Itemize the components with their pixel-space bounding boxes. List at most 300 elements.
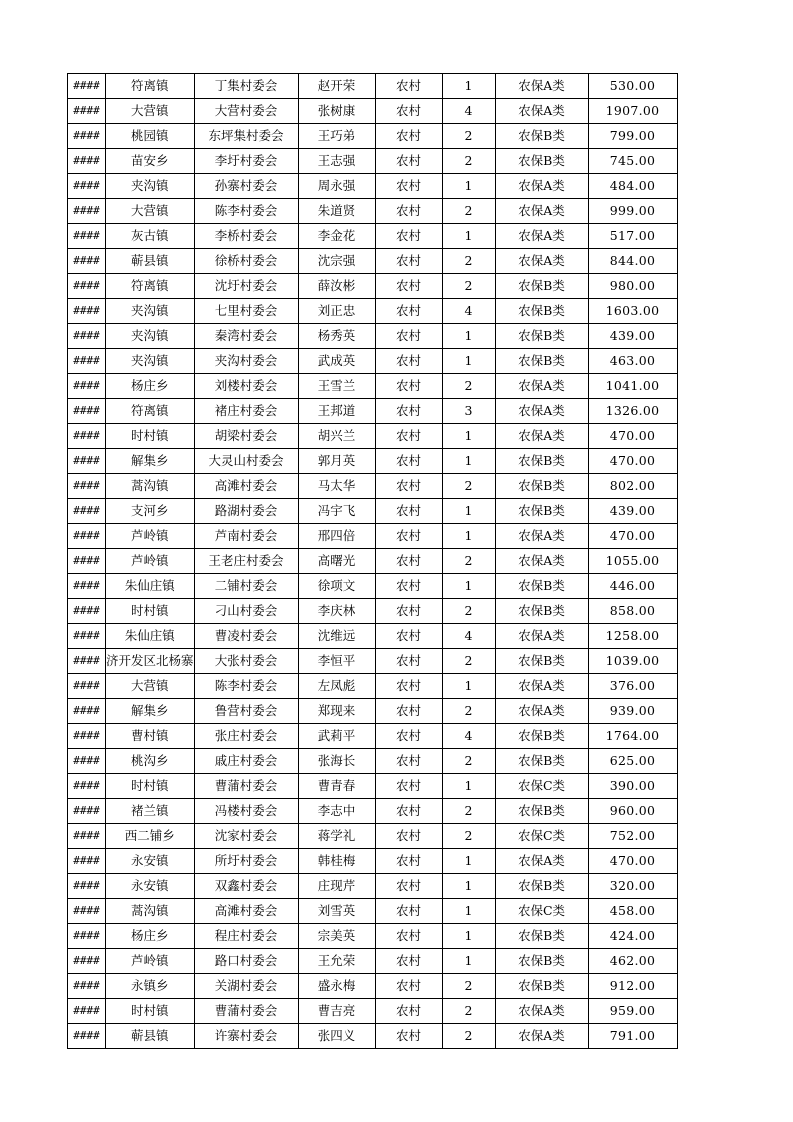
table-row: [68, 299, 678, 324]
household-type-cell: 农村: [375, 199, 442, 224]
household-type-cell: 农村: [375, 974, 442, 999]
town-cell: 时村镇: [106, 774, 195, 799]
record-id-cell: ####: [68, 549, 106, 574]
people-count-cell: 1: [442, 774, 495, 799]
people-count-cell: 2: [442, 699, 495, 724]
person-name-cell: 庄现芹: [298, 874, 375, 899]
household-type-cell: 农村: [375, 999, 442, 1024]
people-count-cell: 2: [442, 974, 495, 999]
household-type-cell: 农村: [375, 374, 442, 399]
record-id-cell: ####: [68, 274, 106, 299]
record-id-cell: ####: [68, 999, 106, 1024]
people-count-cell: 1: [442, 849, 495, 874]
household-type-cell: 农村: [375, 549, 442, 574]
insurance-category-cell: 农保B类: [495, 874, 588, 899]
person-name-cell: 沈宗强: [298, 249, 375, 274]
household-type-cell: 农村: [375, 274, 442, 299]
insurance-category-cell: 农保A类: [495, 524, 588, 549]
insurance-category-cell: 农保A类: [495, 674, 588, 699]
village-committee-cell: 孙寨村委会: [194, 174, 298, 199]
insurance-category-cell: 农保B类: [495, 949, 588, 974]
village-committee-cell: 褚庄村委会: [194, 399, 298, 424]
record-id-cell: ####: [68, 874, 106, 899]
people-count-cell: 2: [442, 999, 495, 1024]
record-id-cell: ####: [68, 374, 106, 399]
record-id-cell: ####: [68, 724, 106, 749]
table-row: [68, 624, 678, 649]
household-type-cell: 农村: [375, 249, 442, 274]
people-count-cell: 1: [442, 899, 495, 924]
insurance-category-cell: 农保C类: [495, 899, 588, 924]
table-row: [68, 349, 678, 374]
record-id-cell: ####: [68, 674, 106, 699]
household-type-cell: 农村: [375, 774, 442, 799]
town-cell: 芦岭镇: [106, 549, 195, 574]
household-type-cell: 农村: [375, 349, 442, 374]
village-committee-cell: 张庄村委会: [194, 724, 298, 749]
insurance-category-cell: 农保B类: [495, 474, 588, 499]
person-name-cell: 邢四倍: [298, 524, 375, 549]
table-body: [68, 74, 678, 1049]
record-id-cell: ####: [68, 974, 106, 999]
table-row: [68, 499, 678, 524]
village-committee-cell: 秦湾村委会: [194, 324, 298, 349]
record-id-cell: ####: [68, 349, 106, 374]
village-committee-cell: 高滩村委会: [194, 474, 298, 499]
people-count-cell: 2: [442, 599, 495, 624]
insurance-category-cell: 农保A类: [495, 624, 588, 649]
village-committee-cell: 夹沟村委会: [194, 349, 298, 374]
record-id-cell: ####: [68, 824, 106, 849]
record-id-cell: ####: [68, 799, 106, 824]
people-count-cell: 2: [442, 474, 495, 499]
person-name-cell: 高曙光: [298, 549, 375, 574]
relief-roster-table: [67, 73, 678, 1049]
record-id-cell: ####: [68, 299, 106, 324]
people-count-cell: 1: [442, 349, 495, 374]
table-row: [68, 474, 678, 499]
table-row: [68, 149, 678, 174]
household-type-cell: 农村: [375, 874, 442, 899]
person-name-cell: 杨秀英: [298, 324, 375, 349]
amount-cell: 1603.00: [588, 299, 677, 324]
town-cell: 蕲县镇: [106, 1024, 195, 1049]
household-type-cell: 农村: [375, 224, 442, 249]
person-name-cell: 张树康: [298, 99, 375, 124]
insurance-category-cell: 农保A类: [495, 74, 588, 99]
record-id-cell: ####: [68, 499, 106, 524]
insurance-category-cell: 农保B类: [495, 924, 588, 949]
record-id-cell: ####: [68, 224, 106, 249]
household-type-cell: 农村: [375, 474, 442, 499]
village-committee-cell: 高滩村委会: [194, 899, 298, 924]
table-row: [68, 649, 678, 674]
insurance-category-cell: 农保B类: [495, 574, 588, 599]
people-count-cell: 1: [442, 674, 495, 699]
town-cell: 褚兰镇: [106, 799, 195, 824]
town-cell: 蒿沟镇: [106, 474, 195, 499]
table-row: [68, 224, 678, 249]
people-count-cell: 1: [442, 224, 495, 249]
person-name-cell: 韩桂梅: [298, 849, 375, 874]
people-count-cell: 1: [442, 174, 495, 199]
person-name-cell: 刘雪英: [298, 899, 375, 924]
person-name-cell: 薛汝彬: [298, 274, 375, 299]
table-row: [68, 424, 678, 449]
amount-cell: 470.00: [588, 524, 677, 549]
person-name-cell: 左凤彪: [298, 674, 375, 699]
table-row: [68, 799, 678, 824]
table-row: [68, 674, 678, 699]
amount-cell: 791.00: [588, 1024, 677, 1049]
record-id-cell: ####: [68, 649, 106, 674]
amount-cell: 446.00: [588, 574, 677, 599]
household-type-cell: 农村: [375, 574, 442, 599]
table-row: [68, 899, 678, 924]
amount-cell: 999.00: [588, 199, 677, 224]
village-committee-cell: 所圩村委会: [194, 849, 298, 874]
village-committee-cell: 曹蒲村委会: [194, 774, 298, 799]
town-cell: 西二铺乡: [106, 824, 195, 849]
table-row: [68, 699, 678, 724]
household-type-cell: 农村: [375, 299, 442, 324]
town-cell: 朱仙庄镇: [106, 574, 195, 599]
insurance-category-cell: 农保B类: [495, 149, 588, 174]
insurance-category-cell: 农保B类: [495, 799, 588, 824]
table-row: [68, 949, 678, 974]
town-cell: 夹沟镇: [106, 349, 195, 374]
people-count-cell: 1: [442, 74, 495, 99]
person-name-cell: 武成英: [298, 349, 375, 374]
people-count-cell: 2: [442, 824, 495, 849]
household-type-cell: 农村: [375, 424, 442, 449]
insurance-category-cell: 农保C类: [495, 774, 588, 799]
village-committee-cell: 东坪集村委会: [194, 124, 298, 149]
record-id-cell: ####: [68, 99, 106, 124]
record-id-cell: ####: [68, 124, 106, 149]
person-name-cell: 冯宇飞: [298, 499, 375, 524]
record-id-cell: ####: [68, 199, 106, 224]
town-cell: 桃园镇: [106, 124, 195, 149]
town-cell: 符离镇: [106, 399, 195, 424]
village-committee-cell: 许寨村委会: [194, 1024, 298, 1049]
village-committee-cell: 路口村委会: [194, 949, 298, 974]
insurance-category-cell: 农保B类: [495, 599, 588, 624]
person-name-cell: 王邦道: [298, 399, 375, 424]
household-type-cell: 农村: [375, 324, 442, 349]
person-name-cell: 蒋学礼: [298, 824, 375, 849]
people-count-cell: 2: [442, 799, 495, 824]
household-type-cell: 农村: [375, 149, 442, 174]
insurance-category-cell: 农保B类: [495, 324, 588, 349]
table-row: [68, 274, 678, 299]
people-count-cell: 2: [442, 374, 495, 399]
insurance-category-cell: 农保A类: [495, 399, 588, 424]
amount-cell: 912.00: [588, 974, 677, 999]
people-count-cell: 4: [442, 299, 495, 324]
town-cell: 时村镇: [106, 999, 195, 1024]
amount-cell: 858.00: [588, 599, 677, 624]
people-count-cell: 2: [442, 124, 495, 149]
amount-cell: 462.00: [588, 949, 677, 974]
record-id-cell: ####: [68, 624, 106, 649]
insurance-category-cell: 农保A类: [495, 174, 588, 199]
amount-cell: 376.00: [588, 674, 677, 699]
household-type-cell: 农村: [375, 699, 442, 724]
record-id-cell: ####: [68, 749, 106, 774]
table-row: [68, 974, 678, 999]
household-type-cell: 农村: [375, 624, 442, 649]
record-id-cell: ####: [68, 924, 106, 949]
record-id-cell: ####: [68, 574, 106, 599]
amount-cell: 799.00: [588, 124, 677, 149]
record-id-cell: ####: [68, 249, 106, 274]
insurance-category-cell: 农保B类: [495, 299, 588, 324]
amount-cell: 470.00: [588, 849, 677, 874]
amount-cell: 1055.00: [588, 549, 677, 574]
insurance-category-cell: 农保B类: [495, 124, 588, 149]
village-committee-cell: 大营村委会: [194, 99, 298, 124]
people-count-cell: 1: [442, 874, 495, 899]
town-cell: 桃沟乡: [106, 749, 195, 774]
record-id-cell: ####: [68, 399, 106, 424]
person-name-cell: 王雪兰: [298, 374, 375, 399]
town-cell: 解集乡: [106, 699, 195, 724]
table-row: [68, 74, 678, 99]
insurance-category-cell: 农保B类: [495, 274, 588, 299]
record-id-cell: ####: [68, 424, 106, 449]
person-name-cell: 盛永梅: [298, 974, 375, 999]
person-name-cell: 朱道贤: [298, 199, 375, 224]
town-cell: 蒿沟镇: [106, 899, 195, 924]
town-cell: 芦岭镇: [106, 524, 195, 549]
person-name-cell: 张四义: [298, 1024, 375, 1049]
town-cell: 符离镇: [106, 274, 195, 299]
record-id-cell: ####: [68, 149, 106, 174]
town-cell: 夹沟镇: [106, 174, 195, 199]
people-count-cell: 2: [442, 549, 495, 574]
person-name-cell: 赵开荣: [298, 74, 375, 99]
town-cell: 济开发区北杨寨: [106, 649, 195, 674]
village-committee-cell: 沈家村委会: [194, 824, 298, 849]
people-count-cell: 2: [442, 274, 495, 299]
household-type-cell: 农村: [375, 899, 442, 924]
amount-cell: 1041.00: [588, 374, 677, 399]
table-row: [68, 1024, 678, 1049]
village-committee-cell: 王老庄村委会: [194, 549, 298, 574]
table-row: [68, 199, 678, 224]
town-cell: 夹沟镇: [106, 299, 195, 324]
insurance-category-cell: 农保A类: [495, 849, 588, 874]
people-count-cell: 2: [442, 749, 495, 774]
record-id-cell: ####: [68, 699, 106, 724]
village-committee-cell: 戚庄村委会: [194, 749, 298, 774]
town-cell: 大营镇: [106, 99, 195, 124]
table-row: [68, 999, 678, 1024]
town-cell: 朱仙庄镇: [106, 624, 195, 649]
person-name-cell: 宗美英: [298, 924, 375, 949]
village-committee-cell: 芦南村委会: [194, 524, 298, 549]
people-count-cell: 1: [442, 574, 495, 599]
people-count-cell: 4: [442, 724, 495, 749]
record-id-cell: ####: [68, 174, 106, 199]
village-committee-cell: 刘楼村委会: [194, 374, 298, 399]
village-committee-cell: 胡梁村委会: [194, 424, 298, 449]
village-committee-cell: 李桥村委会: [194, 224, 298, 249]
person-name-cell: 沈维远: [298, 624, 375, 649]
village-committee-cell: 鲁营村委会: [194, 699, 298, 724]
household-type-cell: 农村: [375, 399, 442, 424]
town-cell: 时村镇: [106, 424, 195, 449]
table-row: [68, 449, 678, 474]
person-name-cell: 马太华: [298, 474, 375, 499]
person-name-cell: 曹青春: [298, 774, 375, 799]
table-row: [68, 599, 678, 624]
people-count-cell: 2: [442, 149, 495, 174]
village-committee-cell: 李圩村委会: [194, 149, 298, 174]
town-cell: 杨庄乡: [106, 374, 195, 399]
insurance-category-cell: 农保A类: [495, 424, 588, 449]
household-type-cell: 农村: [375, 174, 442, 199]
table-row: [68, 99, 678, 124]
household-type-cell: 农村: [375, 799, 442, 824]
village-committee-cell: 陈李村委会: [194, 674, 298, 699]
town-cell: 永镇乡: [106, 974, 195, 999]
people-count-cell: 2: [442, 249, 495, 274]
insurance-category-cell: 农保A类: [495, 1024, 588, 1049]
household-type-cell: 农村: [375, 749, 442, 774]
household-type-cell: 农村: [375, 499, 442, 524]
insurance-category-cell: 农保A类: [495, 549, 588, 574]
person-name-cell: 李庆林: [298, 599, 375, 624]
insurance-category-cell: 农保A类: [495, 249, 588, 274]
record-id-cell: ####: [68, 949, 106, 974]
town-cell: 蕲县镇: [106, 249, 195, 274]
town-cell: 杨庄乡: [106, 924, 195, 949]
table-row: [68, 399, 678, 424]
insurance-category-cell: 农保B类: [495, 649, 588, 674]
amount-cell: 802.00: [588, 474, 677, 499]
village-committee-cell: 双鑫村委会: [194, 874, 298, 899]
table-row: [68, 849, 678, 874]
record-id-cell: ####: [68, 899, 106, 924]
household-type-cell: 农村: [375, 824, 442, 849]
household-type-cell: 农村: [375, 124, 442, 149]
village-committee-cell: 刁山村委会: [194, 599, 298, 624]
village-committee-cell: 七里村委会: [194, 299, 298, 324]
people-count-cell: 1: [442, 524, 495, 549]
table-row: [68, 549, 678, 574]
table-row: [68, 749, 678, 774]
amount-cell: 530.00: [588, 74, 677, 99]
people-count-cell: 2: [442, 1024, 495, 1049]
insurance-category-cell: 农保A类: [495, 224, 588, 249]
record-id-cell: ####: [68, 599, 106, 624]
amount-cell: 458.00: [588, 899, 677, 924]
people-count-cell: 2: [442, 649, 495, 674]
village-committee-cell: 曹蒲村委会: [194, 999, 298, 1024]
person-name-cell: 武莉平: [298, 724, 375, 749]
amount-cell: 1907.00: [588, 99, 677, 124]
person-name-cell: 李金花: [298, 224, 375, 249]
household-type-cell: 农村: [375, 649, 442, 674]
amount-cell: 470.00: [588, 449, 677, 474]
town-cell: 解集乡: [106, 449, 195, 474]
insurance-category-cell: 农保A类: [495, 374, 588, 399]
household-type-cell: 农村: [375, 524, 442, 549]
amount-cell: 1326.00: [588, 399, 677, 424]
amount-cell: 390.00: [588, 774, 677, 799]
amount-cell: 980.00: [588, 274, 677, 299]
person-name-cell: 王志强: [298, 149, 375, 174]
amount-cell: 470.00: [588, 424, 677, 449]
village-committee-cell: 路湖村委会: [194, 499, 298, 524]
table-row: [68, 524, 678, 549]
people-count-cell: 3: [442, 399, 495, 424]
people-count-cell: 1: [442, 424, 495, 449]
insurance-category-cell: 农保B类: [495, 974, 588, 999]
household-type-cell: 农村: [375, 724, 442, 749]
record-id-cell: ####: [68, 74, 106, 99]
amount-cell: 752.00: [588, 824, 677, 849]
household-type-cell: 农村: [375, 99, 442, 124]
village-committee-cell: 冯楼村委会: [194, 799, 298, 824]
household-type-cell: 农村: [375, 949, 442, 974]
record-id-cell: ####: [68, 774, 106, 799]
amount-cell: 939.00: [588, 699, 677, 724]
insurance-category-cell: 农保B类: [495, 349, 588, 374]
person-name-cell: 王允荣: [298, 949, 375, 974]
insurance-category-cell: 农保B类: [495, 499, 588, 524]
insurance-category-cell: 农保B类: [495, 749, 588, 774]
amount-cell: 1764.00: [588, 724, 677, 749]
town-cell: 大营镇: [106, 674, 195, 699]
household-type-cell: 农村: [375, 924, 442, 949]
village-committee-cell: 徐桥村委会: [194, 249, 298, 274]
amount-cell: 484.00: [588, 174, 677, 199]
people-count-cell: 1: [442, 499, 495, 524]
town-cell: 曹村镇: [106, 724, 195, 749]
village-committee-cell: 沈圩村委会: [194, 274, 298, 299]
town-cell: 大营镇: [106, 199, 195, 224]
household-type-cell: 农村: [375, 674, 442, 699]
table-row: [68, 924, 678, 949]
amount-cell: 1039.00: [588, 649, 677, 674]
amount-cell: 517.00: [588, 224, 677, 249]
amount-cell: 625.00: [588, 749, 677, 774]
person-name-cell: 郭月英: [298, 449, 375, 474]
amount-cell: 439.00: [588, 324, 677, 349]
amount-cell: 463.00: [588, 349, 677, 374]
table-row: [68, 324, 678, 349]
person-name-cell: 张海长: [298, 749, 375, 774]
table-row: [68, 374, 678, 399]
people-count-cell: 4: [442, 99, 495, 124]
household-type-cell: 农村: [375, 74, 442, 99]
amount-cell: 745.00: [588, 149, 677, 174]
person-name-cell: 刘正忠: [298, 299, 375, 324]
person-name-cell: 周永强: [298, 174, 375, 199]
village-committee-cell: 陈李村委会: [194, 199, 298, 224]
town-cell: 支河乡: [106, 499, 195, 524]
household-type-cell: 农村: [375, 449, 442, 474]
table-row: [68, 724, 678, 749]
people-count-cell: 1: [442, 324, 495, 349]
village-committee-cell: 大灵山村委会: [194, 449, 298, 474]
insurance-category-cell: 农保A类: [495, 999, 588, 1024]
insurance-category-cell: 农保C类: [495, 824, 588, 849]
record-id-cell: ####: [68, 849, 106, 874]
